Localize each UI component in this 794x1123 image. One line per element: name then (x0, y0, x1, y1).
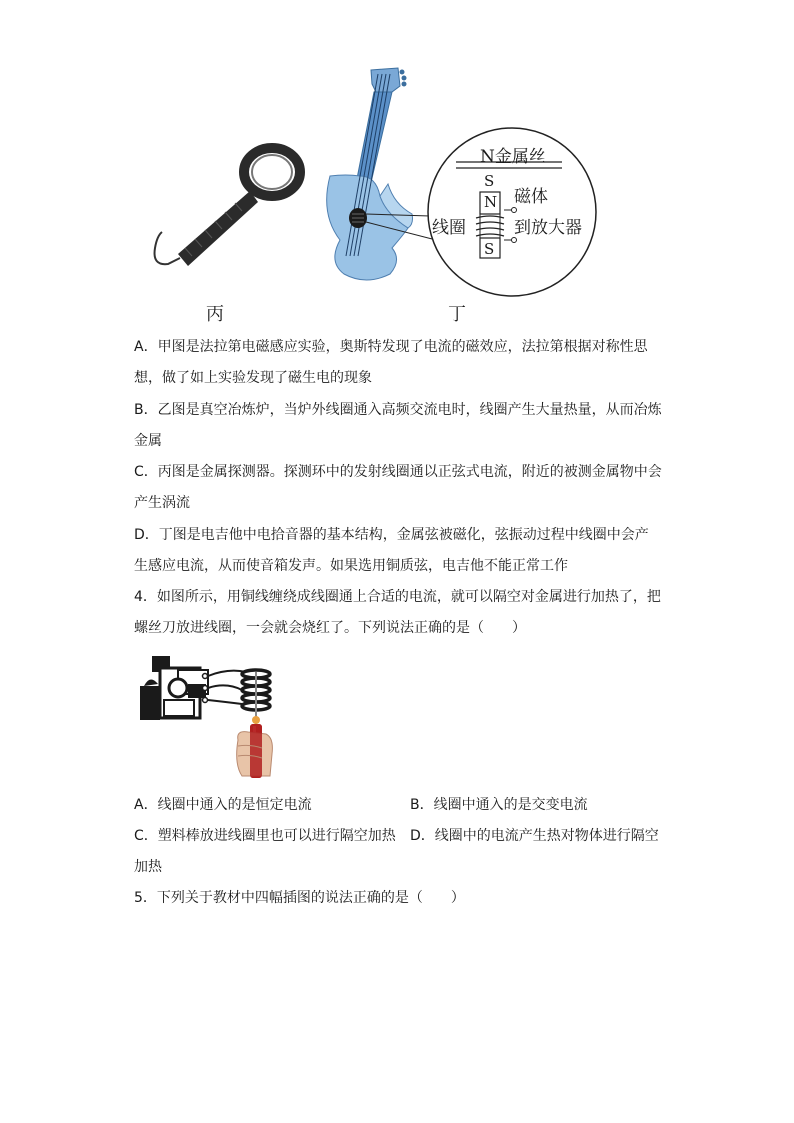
q4-stem-line2: 螺丝刀放进线圈，一会就会烧红了。下列说法正确的是（ ） (134, 620, 526, 636)
label-metal-wire: N金属丝 (480, 147, 546, 167)
q4-option-d-line2: 加热 (134, 859, 162, 875)
label-to-amplifier: 到放大器 (514, 218, 582, 238)
q4-option-c: C．塑料棒放进线圈里也可以进行隔空加热 (134, 828, 396, 844)
figure-caption-ding: 丁 (448, 304, 466, 325)
q3-option-c-line1: C．丙图是金属探测器。探测环中的发射线圈通以正弦式电流，附近的被测金属物中会 (134, 464, 662, 480)
q3-option-a-line1: A．甲图是法拉第电磁感应实验，奥斯特发现了电流的磁效应，法拉第根据对称性思 (134, 339, 648, 355)
label-pole-s-top: S (484, 172, 495, 190)
q4-option-a: A．线圈中通入的是恒定电流 (134, 797, 312, 813)
label-coil: 线圈 (432, 218, 466, 238)
label-pole-n: N (484, 193, 498, 211)
label-magnet: 磁体 (514, 187, 548, 207)
q3-option-c-line2: 产生涡流 (134, 495, 190, 511)
q3-option-a-line2: 想，做了如上实验发现了磁生电的现象 (134, 370, 372, 386)
figure-caption-bing: 丙 (206, 304, 224, 325)
q4-option-b: B．线圈中通入的是交变电流 (410, 797, 588, 813)
q3-option-d-line2: 生感应电流，从而使音箱发声。如果选用铜质弦，电吉他不能正常工作 (134, 558, 568, 574)
metal-detector-figure (140, 136, 310, 276)
q3-option-b-line2: 金属 (134, 433, 162, 449)
q3-option-d-line1: D．丁图是电吉他中电拾音器的基本结构，金属弦被磁化，弦振动过程中线圈中会产 (134, 527, 649, 543)
q4-stem-line1: 4．如图所示，用铜线缠绕成线圈通上合适的电流，就可以隔空对金属进行加热了，把 (134, 589, 661, 605)
q5-stem: 5．下列关于教材中四幅插图的说法正确的是（ ） (134, 890, 465, 906)
guitar-pickup-figure (316, 64, 602, 300)
q4-option-d-line1: D．线圈中的电流产生热对物体进行隔空 (410, 828, 659, 844)
label-pole-s-bottom: S (484, 240, 495, 258)
induction-heating-figure (138, 654, 276, 782)
q3-option-b-line1: B．乙图是真空冶炼炉，当炉外线圈通入高频交流电时，线圈产生大量热量，从而冶炼 (134, 402, 662, 418)
